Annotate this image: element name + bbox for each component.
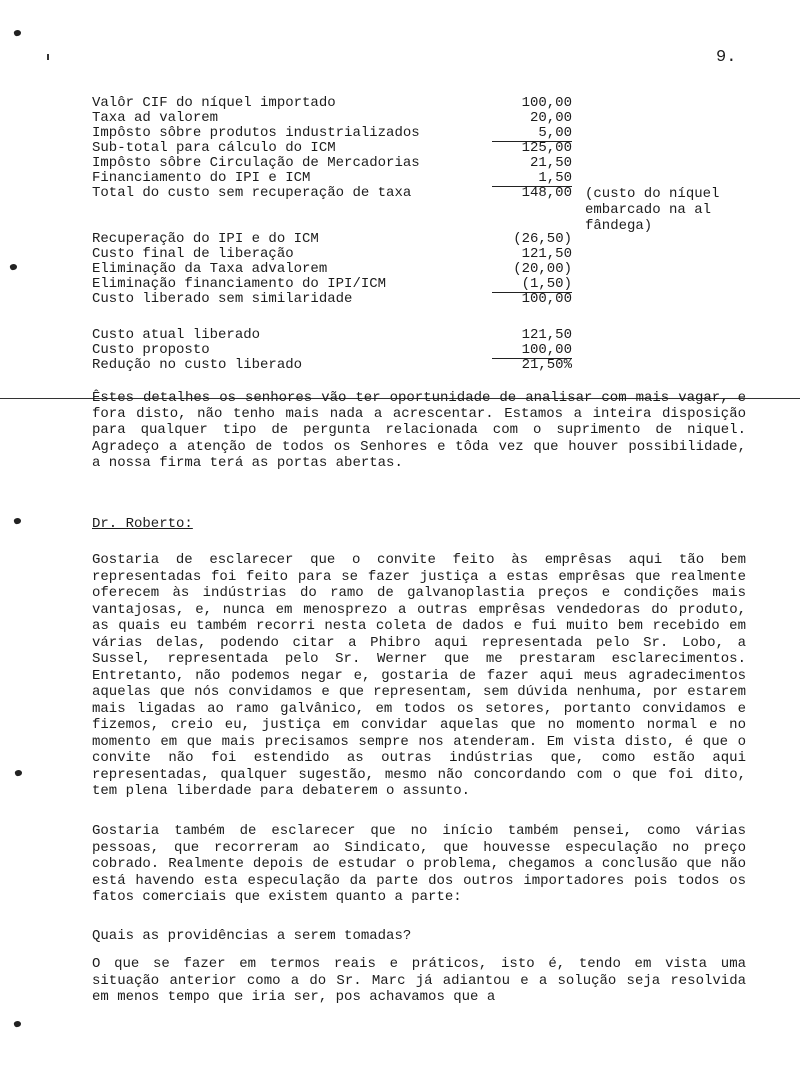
cost-label: Custo liberado sem similaridade <box>92 291 353 307</box>
total-note-line: (custo do níquel <box>585 186 720 202</box>
cost-value: 121,50 <box>521 246 572 262</box>
cost-value: 20,00 <box>529 110 572 126</box>
cost-label: Custo proposto <box>92 342 210 358</box>
body-paragraph: Gostaria também de esclarecer que no início também pensei, como várias pessoas, que recorreram ao Sindicato, que houvesse especulação no preço cobrado. Realmente depois de estudar o problema, chegamos a conclusão que não está havendo esta especulação da parte dos outros importadores pois todos os fatos comerciais que existem quanto a parte: <box>92 823 746 905</box>
cost-row <box>92 232 752 247</box>
cost-label: Custo final de liberação <box>92 246 294 262</box>
scan-mark <box>47 54 49 60</box>
cost-label: Custo atual liberado <box>92 327 261 343</box>
cost-label: Sub-total para cálculo do ICM <box>92 140 336 156</box>
cost-row <box>92 262 752 277</box>
cost-row <box>92 358 752 373</box>
cost-label: Total do custo sem recuperação de taxa <box>92 185 412 201</box>
total-note-line: embarcado na al <box>585 202 712 218</box>
punch-mark <box>13 517 22 525</box>
cost-label: Financiamento do IPI e ICM <box>92 170 311 186</box>
cost-row <box>92 277 752 292</box>
cost-value: 100,00 <box>492 343 572 359</box>
punch-mark <box>9 263 18 271</box>
cost-value: 100,00 <box>521 291 572 307</box>
cost-row <box>92 126 752 141</box>
total-note-line: fândega) <box>585 218 653 234</box>
cost-label: Redução no custo liberado <box>92 357 303 373</box>
cost-row <box>92 111 752 126</box>
cost-value: 100,00 <box>521 95 572 111</box>
speaker-name: Dr. Roberto: <box>92 516 193 532</box>
punch-mark <box>13 1020 22 1028</box>
cost-row <box>92 343 752 358</box>
cost-row <box>92 185 752 234</box>
cost-label: Impôsto sôbre produtos industrializados <box>92 125 420 141</box>
cost-row <box>92 247 752 262</box>
cost-value: 21,50% <box>521 357 572 373</box>
cost-row <box>92 141 752 156</box>
punch-mark <box>14 769 23 777</box>
cost-value: 121,50 <box>521 327 572 343</box>
cost-row <box>92 156 752 171</box>
cost-value: 5,00 <box>492 126 572 142</box>
question-heading: Quais as providências a serem tomadas? <box>92 928 412 944</box>
cost-label: Eliminação da Taxa advalorem <box>92 261 328 277</box>
body-paragraph: Gostaria de esclarecer que o convite feito às emprêsas aqui tão bem representadas foi feito para se fazer justiça a estas emprêsas que realmente oferecem às indústrias do ramo de galvanoplastia preços e condições mais vantajosas, e, nunca em menosprezo a outras emprêsas vendedoras do produto, as quais eu também recorri nesta coleta de dados e fui muito bem recebido em várias delas, podendo citar a Phibro aqui representada pelo Sr. Lobo, a Sussel, representada pelo Sr. Werner que me prestaram esclarecimentos. Entretanto, não podemos negar e, gostaria de fazer aqui meus agradecimentos aquelas que nós convidamos e que representam, sem dúvida nenhuma, por estarem mais ligadas ao ramo galvânico, em todos os setores, portanto convidamos e fizemos, creio eu, justiça em convidar aquelas que no momento normal e no momento em que mais precisamos sempre nos atenderam. Em vista disto, é que o convite não foi estendido as outras indústrias que, como estão aqui representadas, qualquer sugestão, mesmo não concordando com o que foi dito, tem plena liberdade para debaterem o assunto. <box>92 552 746 799</box>
cost-label: Valôr CIF do níquel importado <box>92 95 336 111</box>
cost-value: 125,00 <box>521 140 572 156</box>
cost-row <box>92 292 752 307</box>
punch-mark <box>13 29 22 37</box>
cost-value: (26,50) <box>513 231 572 247</box>
cost-value: (20,00) <box>513 261 572 277</box>
cost-row <box>92 96 752 111</box>
cost-label: Impôsto sôbre Circulação de Mercadorias <box>92 155 420 171</box>
cost-row <box>92 171 752 186</box>
cost-value: 148,00 <box>521 185 572 201</box>
cost-value: 1,50 <box>492 171 572 187</box>
page-number: 9. <box>716 48 737 67</box>
cost-label: Eliminação financiamento do IPI/ICM <box>92 276 387 292</box>
cost-value: 21,50 <box>529 155 572 171</box>
cost-label: Taxa ad valorem <box>92 110 219 126</box>
closing-paragraph: Êstes detalhes os senhores vão ter oportunidade de analisar com mais vagar, e fora disto, não tenho mais nada a acrescentar. Estamos a inteira disposição para qualquer tipo de pergunta relacionada com o suprimento de niquel. Agradeço a atenção de todos os Senhores e tôda vez que houver possibilidade, a nossa firma terá as portas abertas. <box>92 390 746 471</box>
body-paragraph: O que se fazer em termos reais e práticos, isto é, tendo em vista uma situação anterior como a do Sr. Marc já adiantou e a solução seja resolvida em menos tempo que iria ser, pos achavamos que a <box>92 956 746 1005</box>
cost-label: Recuperação do IPI e do ICM <box>92 231 319 247</box>
cost-value: (1,50) <box>492 277 572 293</box>
cost-row <box>92 328 752 343</box>
